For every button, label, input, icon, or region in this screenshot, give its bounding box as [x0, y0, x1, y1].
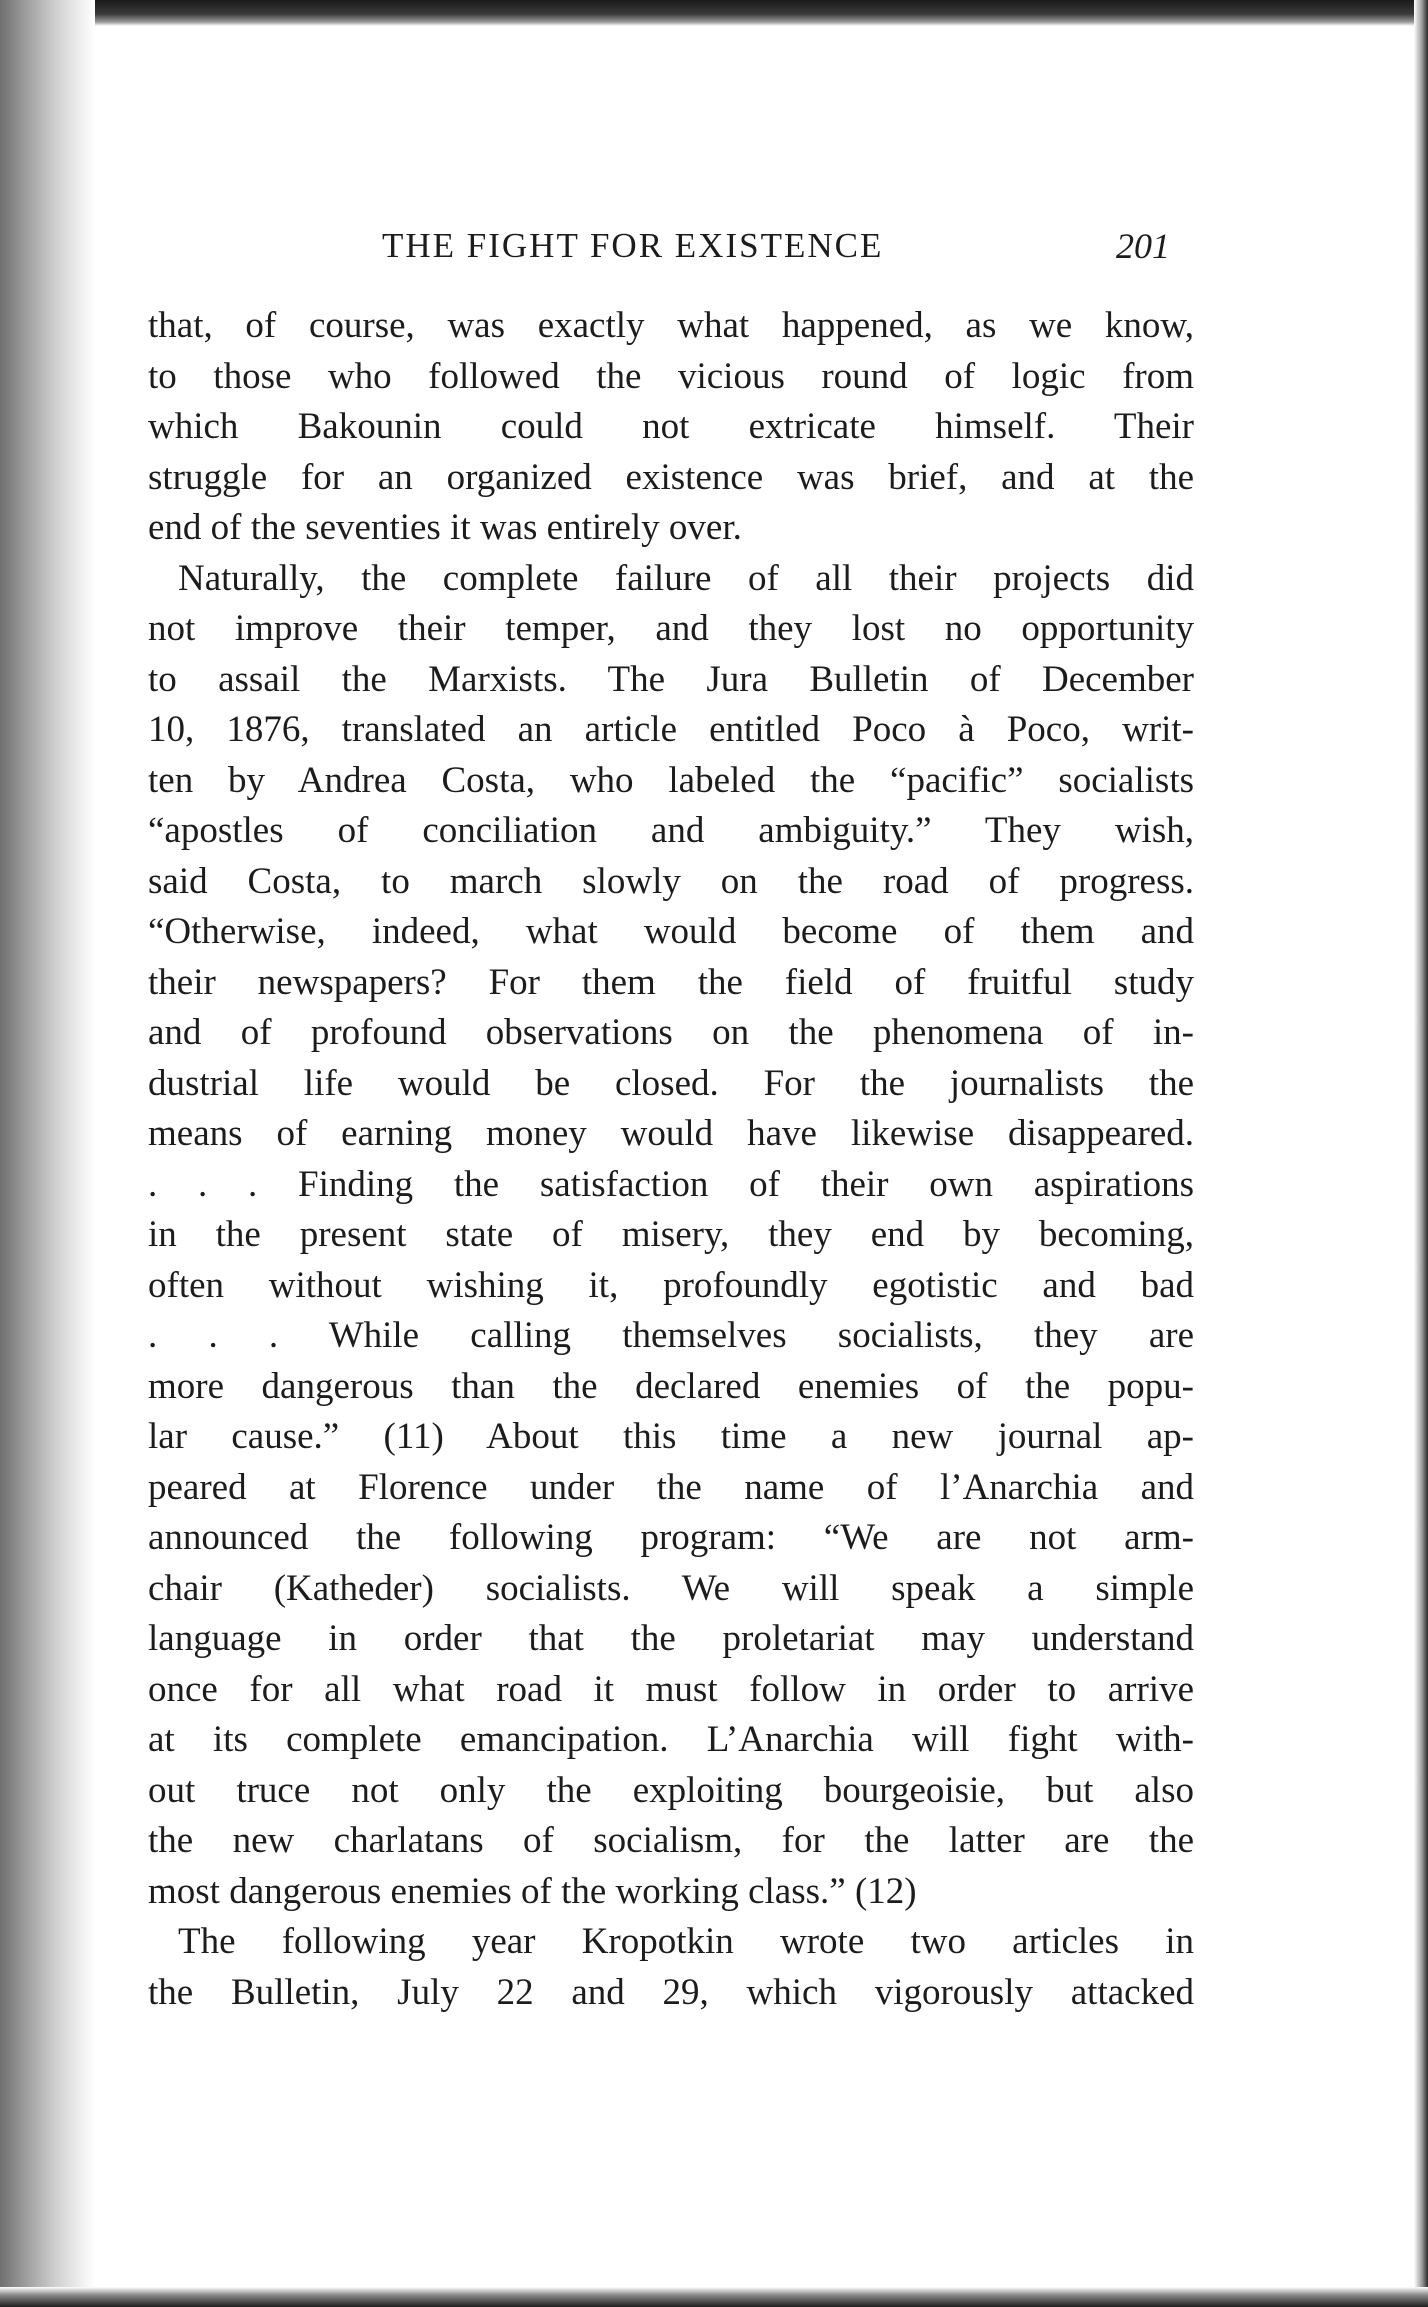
text-line: to assail the Marxists. The Jura Bulletin of December: [148, 658, 1194, 700]
text-line: lar cause.” (11) About this time a new journal ap-: [148, 1416, 1194, 1457]
text-line: chair (Katheder) socialists. We will speak a simple: [148, 1567, 1194, 1609]
text-line: their newspapers? For them the field of fruitful study: [148, 961, 1194, 1003]
page-number: 201: [1116, 226, 1170, 266]
text-line: ten by Andrea Costa, who labeled the “pacific” socialists: [148, 759, 1194, 801]
scan-left-edge: [0, 0, 95, 2307]
text-line: means of earning money would have likewise disappeared.: [148, 1113, 1194, 1154]
text-line: more dangerous than the declared enemies of the popu-: [148, 1365, 1194, 1407]
text-line: often without wishing it, profoundly egotistic and bad: [148, 1264, 1194, 1306]
scan-top-edge: [0, 0, 1428, 26]
text-line: in the present state of misery, they end by becoming,: [148, 1214, 1194, 1255]
text-line: once for all what road it must follow in order to arrive: [148, 1668, 1194, 1710]
text-line: the Bulletin, July 22 and 29, which vigorously attacked: [148, 1971, 1194, 2013]
text-line: The following year Kropotkin wrote two articles in: [178, 1921, 1194, 1962]
text-line: end of the seventies it was entirely over.: [148, 507, 742, 548]
text-line: and of profound observations on the phenomena of in-: [148, 1012, 1194, 1053]
text-line: to those who followed the vicious round of logic from: [148, 355, 1194, 397]
scan-right-edge: [1414, 0, 1428, 2307]
text-line: language in order that the proletariat may understand: [148, 1618, 1194, 1659]
text-line: dustrial life would be closed. For the journalists the: [148, 1062, 1194, 1104]
body-text: [148, 301, 1194, 2018]
text-line: “Otherwise, indeed, what would become of them and: [148, 911, 1194, 952]
text-line: . . . Finding the satisfaction of their own aspirations: [148, 1163, 1194, 1205]
text-line: peared at Florence under the name of l’Anarchia and: [148, 1466, 1194, 1508]
text-line: said Costa, to march slowly on the road of progress.: [148, 860, 1194, 902]
text-line: 10, 1876, translated an article entitled Poco à Poco, writ-: [148, 709, 1194, 750]
text-line: most dangerous enemies of the working class.” (12): [148, 1870, 917, 1912]
text-line: Naturally, the complete failure of all their projects did: [178, 557, 1194, 599]
text-line: which Bakounin could not extricate himself. Their: [148, 406, 1194, 447]
running-head: THE FIGHT FOR EXISTENCE: [382, 226, 884, 265]
text-line: . . . While calling themselves socialists, they are: [148, 1315, 1194, 1356]
text-line: announced the following program: “We are not arm-: [148, 1517, 1194, 1558]
text-line: not improve their temper, and they lost no opportunity: [148, 608, 1194, 649]
scan-bottom-edge: [0, 2287, 1428, 2307]
text-line: at its complete emancipation. L’Anarchia will fight with-: [148, 1719, 1194, 1760]
text-line: “apostles of conciliation and ambiguity.” They wish,: [148, 810, 1194, 851]
text-line: out truce not only the exploiting bourgeoisie, but also: [148, 1769, 1194, 1811]
text-line: struggle for an organized existence was brief, and at the: [148, 456, 1194, 498]
text-line: that, of course, was exactly what happened, as we know,: [148, 305, 1194, 346]
text-line: the new charlatans of socialism, for the latter are the: [148, 1820, 1194, 1861]
